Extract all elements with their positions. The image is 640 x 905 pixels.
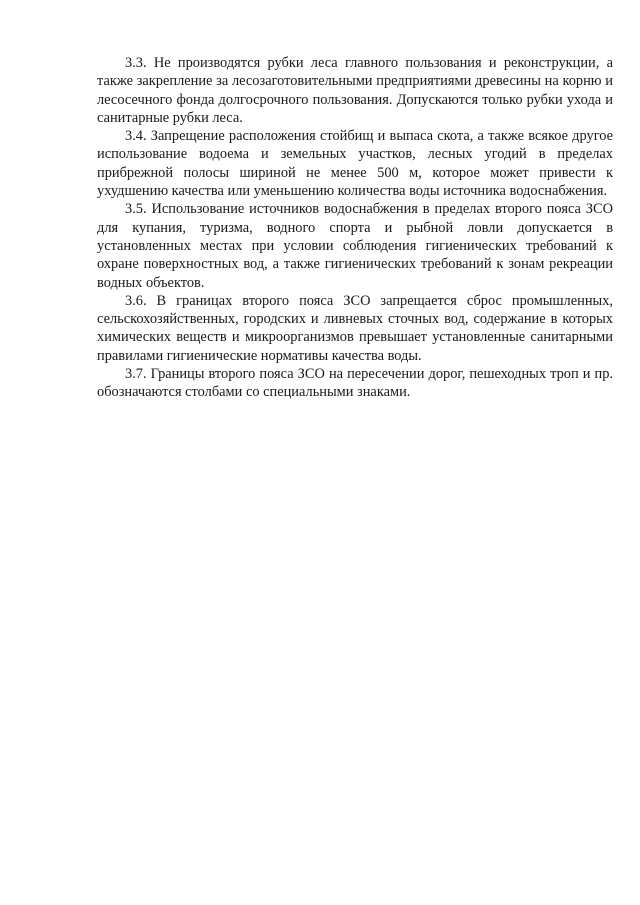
document-page <box>97 54 613 402</box>
paragraph-3-5: 3.5. Использование источников водоснабжения в пределах второго пояса ЗСО для купания, туризма, водного спорта и рыбной ловли допускается в установленных местах при условии соблюдения гигиенических требований к охране поверхностных вод, а также гигиенических требований к зонам рекреации водных объектов. <box>97 201 613 291</box>
paragraph-3-4: 3.4. Запрещение расположения стойбищ и выпаса скота, а также всякое другое использование водоема и земельных участков, лесных угодий в пределах прибрежной полосы шириной не менее 500 м, которое может привести к ухудшению качества или уменьшению количества воды источника водоснабжения. <box>97 128 613 200</box>
paragraph-3-7: 3.7. Границы второго пояса ЗСО на пересечении дорог, пешеходных троп и пр. обозначаются столбами со специальными знаками. <box>97 366 613 401</box>
paragraph-3-6: 3.6. В границах второго пояса ЗСО запрещается сброс промышленных, сельскохозяйственных, городских и ливневых сточных вод, содержание в которых химических веществ и микроорганизмов превышает установленные санитарными правилами гигиенические нормативы качества воды. <box>97 292 613 364</box>
paragraph-3-3: 3.3. Не производятся рубки леса главного пользования и реконструкции, а также закрепление за лесозаготовительными предприятиями древесины на корню и лесосечного фонда долгосрочного пользования. Допускаются только рубки ухода и санитарные рубки леса. <box>97 55 613 126</box>
